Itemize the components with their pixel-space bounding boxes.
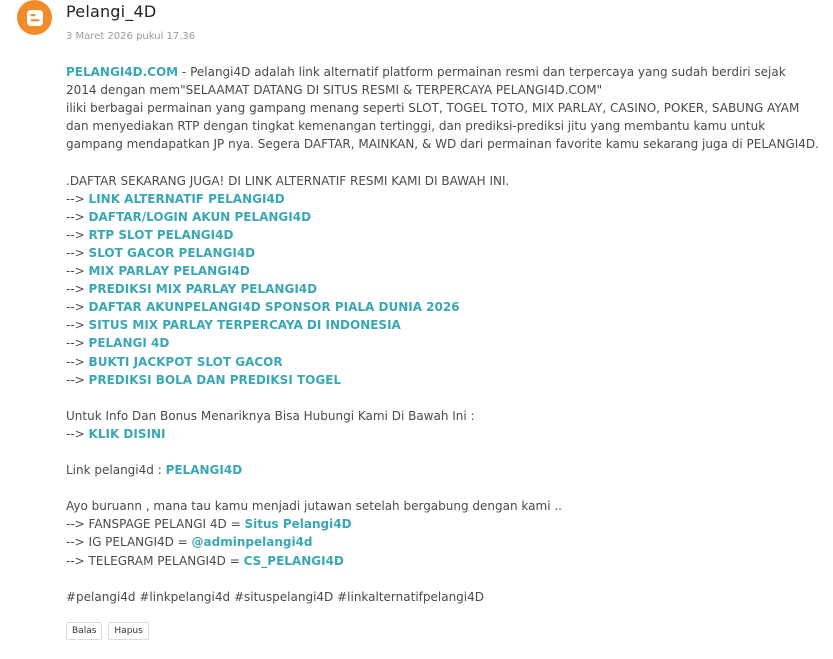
- intro-line-1: [66, 63, 826, 81]
- link-pelangi-line: Link pelangi4d : PELANGI4D: [66, 463, 243, 478]
- blogger-icon: [25, 8, 45, 28]
- social-line: --> FANSPAGE PELANGI 4D = Situs Pelangi4D: [66, 517, 352, 532]
- intro-line-3: iliki berbagai permainan yang gampang menang seperti SLOT, TOGEL TOTO, MIX PARLAY, CASINO, POKER, SABUNG AYAM: [66, 101, 800, 116]
- delete-button[interactable]: Hapus: [108, 622, 148, 640]
- link-item: --> DAFTAR/LOGIN AKUN PELANGI4D: [66, 209, 312, 224]
- link-item: --> LINK ALTERNATIF PELANGI4D: [66, 191, 285, 206]
- intro-line-4: dan menyediakan RTP dengan tingkat kemenangan tertinggi, dan prediksi-prediksi jitu yang membantu kamu untuk: [66, 119, 766, 134]
- telegram-link[interactable]: CS_PELANGI4D: [243, 553, 344, 568]
- site-link[interactable]: PELANGI4D.COM: [66, 65, 179, 79]
- link-prediksi-bola[interactable]: PREDIKSI BOLA DAN PREDIKSI TOGEL: [88, 372, 342, 387]
- intro-line-2: 2014 dengan mem"SELAAMAT DATANG DI SITUS RESMI & TERPERCAYA PELANGI4D.COM": [66, 83, 603, 98]
- social-line: --> TELEGRAM PELANGI4D = CS_PELANGI4D: [66, 553, 344, 568]
- link-item: --> DAFTAR AKUNPELANGI4D SPONSOR PIALA DUNIA 2026: [66, 300, 460, 315]
- hashtags: #pelangi4d #linkpelangi4d #situspelangi4D #linkalternatifpelangi4D: [66, 589, 484, 604]
- link-mix-parlay[interactable]: MIX PARLAY PELANGI4D: [88, 264, 250, 279]
- reply-button[interactable]: Balas: [66, 622, 102, 640]
- link-slot-gacor[interactable]: SLOT GACOR PELANGI4D: [88, 245, 256, 260]
- link-bukti-jackpot[interactable]: BUKTI JACKPOT SLOT GACOR: [88, 354, 283, 369]
- info-heading: Untuk Info Dan Bonus Menariknya Bisa Hubungi Kami Di Bawah Ini :: [66, 408, 475, 423]
- link-alternatif[interactable]: LINK ALTERNATIF PELANGI4D: [88, 191, 285, 206]
- info-link-line: --> KLIK DISINI: [66, 426, 166, 441]
- link-item: --> PREDIKSI MIX PARLAY PELANGI4D: [66, 282, 318, 297]
- link-situs-mix-parlay[interactable]: SITUS MIX PARLAY TERPERCAYA DI INDONESIA: [88, 318, 401, 333]
- daftar-heading: .DAFTAR SEKARANG JUGA! DI LINK ALTERNATIF RESMI KAMI DI BAWAH INI.: [66, 173, 510, 188]
- link-sponsor-piala-dunia[interactable]: DAFTAR AKUNPELANGI4D SPONSOR PIALA DUNIA 2026: [88, 300, 460, 315]
- link-rtp-slot[interactable]: RTP SLOT PELANGI4D: [88, 227, 234, 242]
- link-pelangi-4d[interactable]: PELANGI 4D: [88, 336, 170, 351]
- pelangi4d-link[interactable]: PELANGI4D: [165, 463, 243, 478]
- link-item: --> RTP SLOT PELANGI4D: [66, 227, 234, 242]
- comment-actions: [66, 622, 149, 640]
- link-item: --> SLOT GACOR PELANGI4D: [66, 245, 256, 260]
- link-item: --> PREDIKSI BOLA DAN PREDIKSI TOGEL: [66, 372, 342, 387]
- comment-body: [66, 63, 826, 606]
- link-item: --> SITUS MIX PARLAY TERPERCAYA DI INDONESIA: [66, 318, 401, 333]
- fanspage-link[interactable]: Situs Pelangi4D: [244, 517, 352, 532]
- social-line: --> IG PELANGI4D = @adminpelangi4d: [66, 535, 313, 550]
- comment-timestamp[interactable]: 3 Maret 2026 pukul 17.36: [66, 31, 196, 42]
- link-daftar-login[interactable]: DAFTAR/LOGIN AKUN PELANGI4D: [88, 209, 312, 224]
- link-item: --> MIX PARLAY PELANGI4D: [66, 264, 250, 279]
- intro-line-5: gampang mendapatkan JP nya. Segera DAFTAR, MAINKAN, & WD dari permainan favorite kamu sekarang juga di PELANGI4D.: [66, 137, 819, 152]
- author-avatar[interactable]: [17, 0, 52, 35]
- link-item: --> BUKTI JACKPOT SLOT GACOR: [66, 354, 283, 369]
- klik-disini-link[interactable]: KLIK DISINI: [88, 426, 166, 441]
- link-item: --> PELANGI 4D: [66, 336, 170, 351]
- instagram-link[interactable]: @adminpelangi4d: [191, 535, 313, 550]
- link-prediksi-mix-parlay[interactable]: PREDIKSI MIX PARLAY PELANGI4D: [88, 282, 318, 297]
- ayo-text: Ayo buruann , mana tau kamu menjadi jutawan setelah bergabung dengan kami ..: [66, 499, 562, 514]
- author-name[interactable]: Pelangi_4D: [66, 2, 157, 21]
- intro-text-1: - Pelangi4D adalah link alternatif platform permainan resmi dan terpercaya yang sudah berdiri sejak: [178, 65, 786, 79]
